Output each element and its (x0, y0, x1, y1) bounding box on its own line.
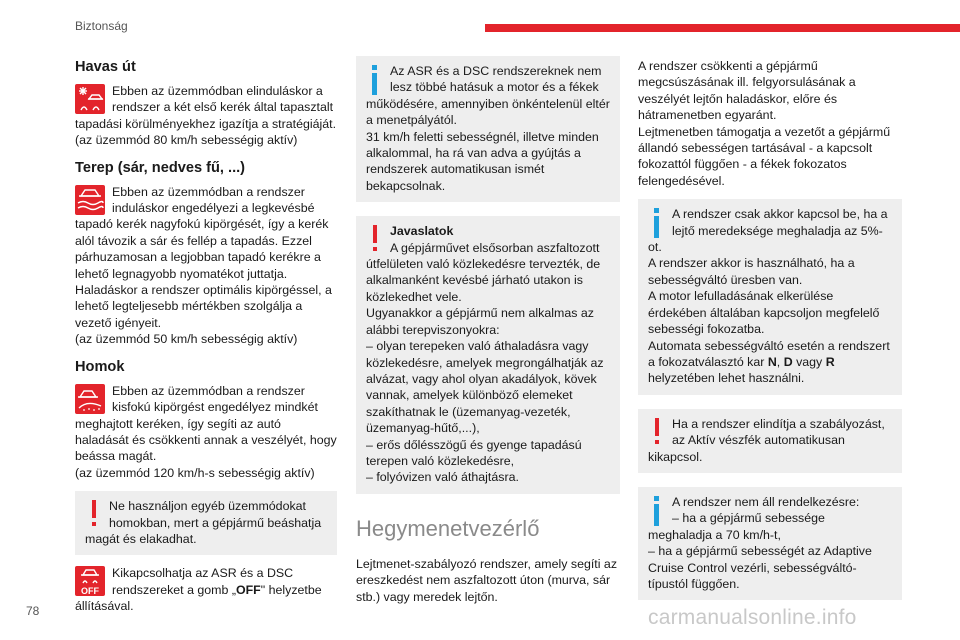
info-icon (366, 63, 386, 95)
heading-terep: Terep (sár, nedves fű, ...) (75, 159, 246, 176)
javaslatok-item: – olyan terepeken való áthaladásra vagy közlekedésre, amelyek megrongálhatják az alvázat, vagy ahol olyan akadályok, kövek vannak, amelyek különböző elemeket szakíthatnak le (üzemanyag-vezeték, üzemanyag-hűtő,...), (366, 339, 604, 436)
info1-p4-sep1: , (776, 354, 784, 369)
terep-text: Ebben az üzemmódban a rendszer induláskor engedélyezi a legkevésbé tapadó kerék nagyfokú kipörgését, így a kerék alól távozik a sár és fellép a tapadás. Ezzel párhuzamosan a legjobban tapadó kerékre a lehető legnagyobb nyomatékot juttatja. (75, 184, 329, 281)
terep-block (75, 184, 337, 348)
homok-speed: (az üzemmód 120 km/h-s sebességig aktív) (75, 465, 315, 480)
homok-text: Ebben az üzemmódban a rendszer kisfokú kipörgést engedélyez mindkét meghajtott keréken, így segíti az autó haladását és csökkenti annak a veszélyét, hogy beássa magát. (75, 383, 337, 464)
hegymenet-section (356, 516, 620, 605)
column-right (638, 58, 902, 600)
javaslatok-p1: A gépjárművet elsősorban aszfaltozott útfelületen való közlekedésre tervezték, de alkalmanként kevésbé járható utakon is közlekedhet vele. (366, 240, 601, 304)
warning-note-text: Ne használjon egyéb üzemmódokat homokban, mert a gépjármű beáshatja magát és elakadhat. (85, 499, 322, 546)
terep-speed: (az üzemmód 50 km/h sebességig aktív) (75, 332, 298, 347)
column-left (75, 50, 337, 615)
sand-mode-icon (75, 384, 105, 414)
warning-icon (366, 223, 386, 255)
havas-text: Ebben az üzemmódban elinduláskor a rendszer a két első kerék által tapasztalt tapadási körülményekhez igazítja a stratégiáját. (75, 84, 337, 131)
intro-p1: A rendszer csökkenti a gépjármű megcsúszásának ill. felgyorsulásának a veszélyét lejtőn haladáskor, előre és hátramenetben egyaránt. (638, 59, 856, 123)
info-note-line2: 31 km/h feletti sebességnél, illetve minden alkalommal, ha rá van adva a gyújtás a rendszerek automatikusan ismét bekapcsolnak. (366, 129, 599, 193)
esc-off-icon-label: OFF (81, 586, 99, 597)
off-text-bold: OFF (235, 582, 261, 597)
info1-p3: A motor lefulladásának elkerülése érdekében általában kapcsoljon megfelelő sebességi fokozatba. (648, 289, 880, 337)
info-icon (648, 206, 668, 238)
page-number: 78 (26, 604, 40, 618)
info-note-unavailable (638, 487, 902, 600)
warning-note-javaslatok (356, 216, 620, 494)
havas-block (75, 83, 337, 149)
snow-mode-icon (75, 84, 105, 114)
info1-p1: A rendszer csak akkor kapcsol be, ha a lejtő meredeksége meghaladja az 5%-ot. (648, 207, 888, 255)
header-accent-bar (485, 24, 960, 32)
javaslatok-item: – erős dőlésszögű és gyenge tapadású terepen való közlekedésre, (366, 437, 582, 468)
info-icon (648, 494, 668, 526)
homok-block (75, 383, 337, 481)
mud-mode-icon (75, 185, 105, 215)
heading-homok: Homok (75, 358, 125, 375)
havas-speed: (az üzemmód 80 km/h sebességig aktív) (75, 133, 298, 148)
info1-p4-after: helyzetében lehet használni. (648, 371, 805, 386)
off-block (75, 565, 337, 614)
info1-p4-before: Automata sebességváltó esetén a rendszert a fokozatválasztó kar (648, 338, 890, 369)
off-text-after: " helyzetbe állításával. (75, 582, 322, 614)
intro-p2: Lejtmenetben támogatja a vezetőt a gépjármű állandó sebességen tartásával - a kapcsolt fokozattól függően - a fékek fokozatos felengedésével. (638, 124, 891, 188)
warning-icon (648, 416, 668, 448)
info-note-slope (638, 199, 902, 394)
section-title: Hegymenetvezérlő (356, 515, 540, 541)
warning-note-sand (75, 491, 337, 555)
watermark: carmanualsonline.info (648, 606, 857, 629)
esc-off-icon (75, 566, 105, 596)
warning-icon (85, 498, 105, 530)
info2-p2: – ha a gépjármű sebessége meghaladja a 70 km/h-t, (648, 511, 825, 542)
terep-text2: Haladáskor a rendszer optimális kipörgéssel, a lehető legteljesebb mértékben szolgálja a vezető igényeit. (75, 283, 332, 330)
gear-n: N (767, 354, 777, 369)
warning-note-aeb (638, 409, 902, 473)
javaslatok-item: – folyóvizen való áthajtásra. (366, 470, 519, 485)
section-text: Lejtmenet-szabályozó rendszer, amely segíti az ereszkedést nem aszfaltozott úton (murva, sár stb.) vagy meredek lejtőn. (356, 556, 618, 604)
heading-havas: Havas út (75, 59, 136, 75)
info1-p2: A rendszer akkor is használható, ha a sebességváltó üresben van. (648, 256, 855, 287)
gear-d: D (783, 354, 793, 369)
info2-p3: – ha a gépjármű sebességét az Adaptive Cruise Control vezérli, sebességváltó-típustól függően. (648, 544, 872, 591)
column-middle (356, 56, 620, 605)
javaslatok-title: Javaslatok (390, 224, 454, 239)
warn-text: Ha a rendszer elindítja a szabályozást, az Aktív vészfék automatikusan kikapcsol. (648, 416, 885, 464)
info-note-asr (356, 56, 620, 202)
off-text-before: Kikapcsolhatja az ASR és a DSC rendszereket a gomb „ (112, 566, 294, 597)
info1-p4-sep2: vagy (792, 354, 826, 369)
javaslatok-p2: Ugyanakkor a gépjármű nem alkalmas az alábbi terepviszonyokra: (366, 306, 594, 337)
info-note-line1: Az ASR és a DSC rendszereknek nem lesz többé hatásuk a motor és a fékek működésére, amennyiben önkéntelenül eltér a menetpályától. (366, 64, 610, 128)
info2-p1: A rendszer nem áll rendelkezésre: (672, 494, 860, 509)
section-header: Biztonság (75, 19, 128, 33)
gear-r: R (825, 354, 835, 369)
